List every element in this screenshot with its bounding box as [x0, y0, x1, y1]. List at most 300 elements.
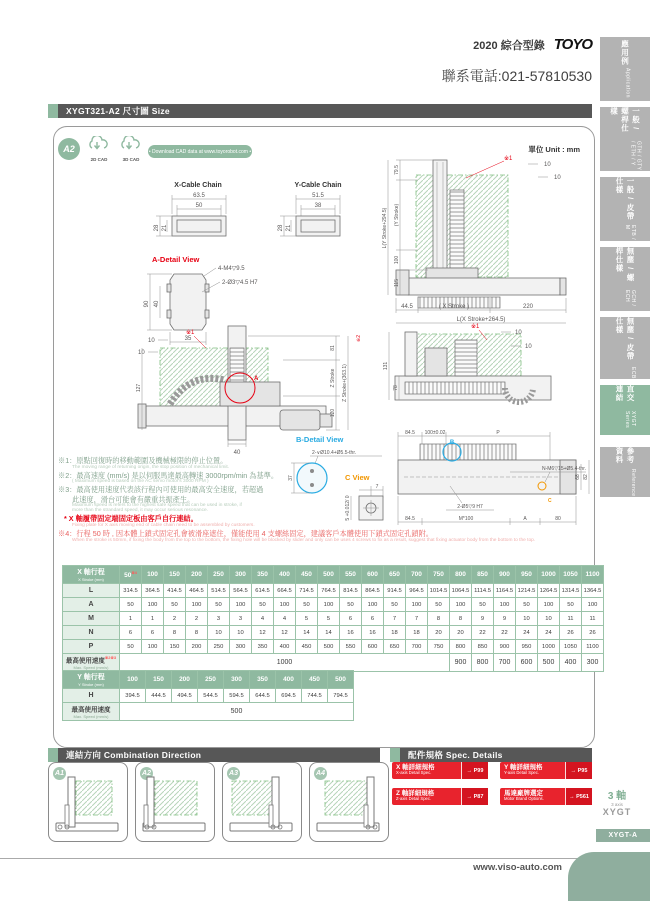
- value-cell: 24: [538, 626, 560, 640]
- spec-header-bar: [390, 748, 592, 762]
- value-cell: 9: [472, 612, 494, 626]
- value-cell: 6: [120, 626, 142, 640]
- dim-10b: 10: [138, 350, 145, 356]
- combination-schematic: [52, 771, 122, 837]
- value-cell: 10: [230, 626, 252, 640]
- stroke-col-700: 700: [406, 566, 428, 584]
- footnote-line: * X 軸履帶固定端固定板由客戶自行連結。: [64, 514, 198, 524]
- value-cell: 794.5: [328, 689, 354, 703]
- value-cell: 5: [296, 612, 318, 626]
- value-cell: 964.5: [406, 584, 428, 598]
- value-cell: 4: [252, 612, 274, 626]
- speed-merged-cell: 1000: [120, 654, 450, 672]
- stroke-col-500: 500: [318, 566, 340, 584]
- contact-phone: 聯系電話:021-57810530: [441, 68, 592, 84]
- b-detail-callout: 2-∨Ø10.4+Ø5.5-thr.: [312, 450, 357, 456]
- value-cell: 12: [252, 626, 274, 640]
- cad-3d-label: 3D CAD: [122, 157, 140, 162]
- dim-z-stroke: Z Stroke: [330, 368, 336, 388]
- download-cad-button[interactable]: • Download CAD data at www.toyorobot.com •: [148, 145, 252, 158]
- row-label-N: N: [63, 626, 120, 640]
- dim-l-y-outer: L(Y Stroke+294.5): [382, 207, 388, 249]
- series-label: XYGT: [602, 807, 632, 818]
- callout-holes: 2-Ø5▽9 H7: [457, 504, 483, 510]
- value-cell: 50: [428, 598, 450, 612]
- speed-label-en: Max. Speed (mm/s): [73, 713, 109, 719]
- dim-y-stroke: (Y Stroke): [394, 203, 400, 227]
- value-cell: 18: [406, 626, 428, 640]
- value-cell: 664.5: [274, 584, 296, 598]
- stroke-header-zh: X 軸行程: [77, 569, 105, 576]
- stroke-header-en: Y Stroke (mm): [78, 682, 104, 687]
- x-cable-title: X-Cable Chain: [174, 182, 222, 189]
- table-row-A: [63, 598, 604, 612]
- value-cell: 50: [340, 598, 362, 612]
- value-cell: 7: [384, 612, 406, 626]
- value-cell: 350: [252, 640, 274, 654]
- cloud-download-icon: [86, 136, 112, 152]
- speed-cell: 600: [516, 654, 538, 672]
- spec-link-zh: 馬達廠牌選定: [504, 790, 543, 797]
- sidebar-tab-gch-ech[interactable]: [600, 247, 650, 311]
- value-cell: 500: [318, 640, 340, 654]
- value-cell: 464.5: [186, 584, 208, 598]
- row-label-max-speed: [63, 654, 120, 672]
- dim-21: 21: [286, 224, 292, 232]
- value-cell: 1100: [582, 640, 604, 654]
- value-cell: 16: [362, 626, 384, 640]
- stroke-col-950: 950: [516, 566, 538, 584]
- spec-link-page: → P99: [461, 762, 488, 779]
- note-ref-1: ※1: [471, 324, 480, 330]
- side-view-2: [383, 318, 568, 420]
- stroke-col-900: 900: [494, 566, 516, 584]
- footnote-line: 此速度，滑台可能會有嚴重共振產生。: [72, 494, 195, 504]
- spec-link-z-axis-detail-spec-[interactable]: [392, 788, 488, 805]
- spec-link-en: Motor Brand Options.: [504, 796, 544, 802]
- dim-m100: M*100: [458, 516, 474, 522]
- value-cell: 100: [406, 598, 428, 612]
- dim-z-outer: Z Stroke+(363.1): [342, 364, 348, 402]
- value-cell: 564.5: [230, 584, 252, 598]
- dim-38: 38: [314, 203, 322, 209]
- stroke-col-400: 400: [276, 671, 302, 689]
- footnote-line: ※3：最高使用速度代表該行程內可使用的最高安全速度，若超過: [58, 485, 264, 495]
- value-cell: 444.5: [146, 689, 172, 703]
- stroke-col-350: 350: [252, 566, 274, 584]
- value-cell: 26: [582, 626, 604, 640]
- value-cell: 8: [186, 626, 208, 640]
- note-ref-1: ※1: [504, 156, 513, 162]
- value-cell: 14: [318, 626, 340, 640]
- value-cell: 100: [494, 598, 516, 612]
- dim-115: 115: [394, 279, 400, 287]
- stroke-col-300: 300: [224, 671, 250, 689]
- spec-link-y-axis-detail-spec-[interactable]: [500, 762, 592, 779]
- y-stroke-table: [62, 670, 354, 721]
- dim-131: 131: [383, 361, 389, 371]
- spec-link-page: → P87: [461, 788, 488, 805]
- value-cell: 364.5: [142, 584, 164, 598]
- value-cell: 6: [362, 612, 384, 626]
- stroke-col-1000: 1000: [538, 566, 560, 584]
- axis-count-zh: 3 軸: [607, 791, 627, 802]
- stroke-col-200: 200: [172, 671, 198, 689]
- value-cell: 950: [516, 640, 538, 654]
- value-cell: 16: [340, 626, 362, 640]
- combination-badge: A2: [140, 767, 153, 780]
- value-cell: 900: [494, 640, 516, 654]
- value-cell: 9: [494, 612, 516, 626]
- y-cable-title: Y-Cable Chain: [294, 182, 342, 189]
- toyo-logo: TOYO: [553, 36, 592, 53]
- dim-35: 35: [184, 336, 192, 342]
- row-label-P: P: [63, 640, 120, 654]
- value-cell: 5: [318, 612, 340, 626]
- value-cell: 3: [230, 612, 252, 626]
- value-cell: 50: [120, 598, 142, 612]
- value-cell: 744.5: [302, 689, 328, 703]
- value-cell: 6: [142, 626, 164, 640]
- dim-10b: 10: [525, 344, 532, 350]
- footnote-line: ※1：原點回復時的移動範圍及機械極限的停止位置。: [58, 456, 228, 465]
- tab-label-zh: 無塵 / 螺桿仕樣: [615, 247, 635, 282]
- value-cell: 1114.5: [472, 584, 494, 598]
- top-view: [390, 424, 592, 532]
- note-ref-1: ※1: [186, 330, 195, 336]
- value-cell: 100: [582, 598, 604, 612]
- value-cell: 594.5: [224, 689, 250, 703]
- callout-n-m6: N-M6▽15+Ø5.4-thr.: [541, 466, 586, 472]
- value-cell: 414.5: [164, 584, 186, 598]
- value-cell: 694.5: [276, 689, 302, 703]
- table-row-M: [63, 612, 604, 626]
- value-cell: 800: [450, 640, 472, 654]
- spec-header: 配件規格 Spec. Details: [400, 748, 592, 762]
- page-title-bar: [48, 104, 592, 118]
- value-cell: 814.5: [340, 584, 362, 598]
- stroke-col-550: 550: [340, 566, 362, 584]
- value-cell: 50: [516, 598, 538, 612]
- stroke-col-150: 150: [164, 566, 186, 584]
- table-row-P: [63, 640, 604, 654]
- dim-120: 120: [330, 408, 336, 418]
- value-cell: 494.5: [172, 689, 198, 703]
- footnote-line: When the stroke is 50mm, if fixing the body from the top to the bottom, the fixing hole will be blocked by slider and only can be uses 4 screws to fix as a result, suggest that fixing actuator body from the bottom to the top.: [72, 537, 536, 543]
- value-cell: 8: [428, 612, 450, 626]
- callout-o3: 2-Ø3▽4.5 H7: [222, 280, 258, 286]
- c-view-title: C View: [345, 473, 370, 482]
- dim-10a: 10: [148, 338, 155, 344]
- value-cell: 10: [516, 612, 538, 626]
- value-cell: 1164.5: [494, 584, 516, 598]
- value-cell: 714.5: [296, 584, 318, 598]
- stroke-col-1100: 1100: [582, 566, 604, 584]
- callout-m4: 4-M4▽9.5: [218, 266, 245, 272]
- section-accent-square: [48, 748, 58, 762]
- stroke-col-750: 750: [428, 566, 450, 584]
- stroke-col-250: 250: [198, 671, 224, 689]
- stroke-col-450: 450: [302, 671, 328, 689]
- sidebar-tab-gth-gty-eth-y[interactable]: [600, 107, 650, 171]
- spec-link-page: → P561: [565, 788, 592, 805]
- tab-label-zh: 一般 / 皮帶仕樣: [615, 177, 635, 221]
- value-cell: 544.5: [198, 689, 224, 703]
- stroke-col-150: 150: [146, 671, 172, 689]
- dim-82: 82: [583, 474, 589, 480]
- value-cell: 8: [450, 612, 472, 626]
- stroke-header-zh: Y 軸行程: [77, 674, 105, 681]
- value-cell: 394.5: [120, 689, 146, 703]
- stroke-col-250: 250: [208, 566, 230, 584]
- dim-40: 40: [233, 450, 241, 456]
- value-cell: 864.5: [362, 584, 384, 598]
- dim-220: 220: [522, 304, 534, 310]
- section-accent-square: [390, 748, 400, 762]
- footnote-line: more than the strandard speed, it may occur serious resonance.: [72, 508, 208, 514]
- value-cell: 1: [120, 612, 142, 626]
- dim-l-x-outer: L(X Stroke+264.5): [456, 317, 506, 323]
- value-cell: 10: [208, 626, 230, 640]
- spec-link-en: X-axis Detail Spec.: [396, 770, 432, 776]
- stroke-col-850: 850: [472, 566, 494, 584]
- dim-127: 127: [136, 383, 142, 393]
- a-detail-title: A-Detail View: [152, 255, 200, 264]
- value-cell: 850: [472, 640, 494, 654]
- value-cell: 11: [582, 612, 604, 626]
- stroke-col-50: 50$^{※4}$: [120, 566, 142, 584]
- value-cell: 50: [164, 598, 186, 612]
- spec-link-en: Y-axis Detail Spec.: [504, 770, 539, 776]
- tab-label-zh: 無塵 / 皮帶仕樣: [615, 317, 635, 361]
- value-cell: 2: [164, 612, 186, 626]
- value-cell: 100: [538, 598, 560, 612]
- sidebar-tab-xygt-series[interactable]: [600, 385, 650, 435]
- footnote-line: ※4：行程 50 時 , 因本體上鎖式固定孔會被滑座遮住，僅能使用 4 支螺絲固定，建議客戶本體使用下鎖式固定孔鎖附。: [58, 528, 433, 538]
- combination-badge: A4: [314, 767, 327, 780]
- stroke-col-300: 300: [230, 566, 252, 584]
- value-cell: 750: [428, 640, 450, 654]
- tab-label-en: ECB: [630, 367, 636, 379]
- value-cell: 50: [296, 598, 318, 612]
- value-cell: 24: [516, 626, 538, 640]
- dim-51-5: 51.5: [312, 193, 324, 199]
- stroke-col-500: 500: [328, 671, 354, 689]
- spec-link-motor-brand-options-[interactable]: [500, 788, 592, 805]
- dim-68: 68: [575, 474, 581, 480]
- value-cell: 1050: [560, 640, 582, 654]
- value-cell: 1014.5: [428, 584, 450, 598]
- speed-merged-cell: 500: [120, 703, 354, 721]
- combination-header-bar: [48, 748, 380, 762]
- unit-label: 單位 Unit : mm: [528, 145, 580, 154]
- tab-label-en: Reference: [630, 469, 636, 497]
- speed-cell: 900: [450, 654, 472, 672]
- value-cell: 650: [384, 640, 406, 654]
- row-label-max-speed: [63, 703, 120, 721]
- combination-schematic: [139, 771, 209, 837]
- value-cell: 22: [472, 626, 494, 640]
- dim-63-5: 63.5: [193, 193, 205, 199]
- dim-10a: 10: [544, 162, 551, 168]
- catalog-title: [473, 36, 592, 53]
- dim-90: 90: [144, 300, 150, 308]
- dim-40: 40: [154, 300, 160, 308]
- stroke-col-650: 650: [384, 566, 406, 584]
- value-cell: 50: [384, 598, 406, 612]
- tab-label-en: GCH / ECH: [624, 290, 636, 307]
- dim-a: A: [523, 516, 527, 522]
- combination-option-a2[interactable]: [135, 762, 215, 842]
- website-url: www.viso-auto.com: [473, 862, 562, 873]
- value-cell: 50: [472, 598, 494, 612]
- value-cell: 600: [362, 640, 384, 654]
- value-cell: 6: [340, 612, 362, 626]
- value-cell: 100: [142, 640, 164, 654]
- value-cell: 1364.5: [582, 584, 604, 598]
- value-cell: 50: [120, 640, 142, 654]
- dim-5-tol: 5 +0.012/ 0: [345, 495, 351, 521]
- sidebar-tab-application[interactable]: [600, 37, 650, 101]
- stroke-col-400: 400: [274, 566, 296, 584]
- value-cell: 11: [560, 612, 582, 626]
- note-ref-2: ※2: [356, 335, 362, 342]
- col-note-ref: ※4: [131, 569, 137, 575]
- value-cell: 644.5: [250, 689, 276, 703]
- stroke-col-600: 600: [362, 566, 384, 584]
- dim-28: 28: [154, 224, 160, 232]
- value-cell: 100: [274, 598, 296, 612]
- value-cell: 914.5: [384, 584, 406, 598]
- tab-label-en: Application: [624, 67, 631, 98]
- value-cell: 100: [230, 598, 252, 612]
- speed-cell: 800: [472, 654, 494, 672]
- dim-44-5: 44.5: [401, 304, 413, 310]
- speed-label-zh: 最高使用速度: [71, 706, 111, 714]
- combination-option-a4[interactable]: [309, 762, 389, 842]
- value-cell: 20: [428, 626, 450, 640]
- table-row-max-speed: [63, 654, 604, 672]
- combination-schematic: [226, 771, 296, 837]
- footnote-line: The moving range of returning origin, the stop position of mechanical limit.: [72, 464, 230, 470]
- combination-header: 連結方向 Combination Direction: [58, 748, 380, 762]
- value-cell: 250: [208, 640, 230, 654]
- speed-cell: 400: [560, 654, 582, 672]
- series-badge: XYGT-A: [596, 829, 650, 842]
- row-label-H: H: [63, 689, 120, 703]
- value-cell: 764.5: [318, 584, 340, 598]
- dim-84-5-bottom: 84.5: [405, 516, 415, 522]
- value-cell: 3: [208, 612, 230, 626]
- cad-2d-button[interactable]: [84, 136, 114, 162]
- value-cell: 300: [230, 640, 252, 654]
- sidebar-tab-etb-m[interactable]: [600, 177, 650, 241]
- sidebar-tab-reference[interactable]: [600, 447, 650, 497]
- marker-c: C: [548, 498, 552, 504]
- value-cell: 1314.5: [560, 584, 582, 598]
- stroke-col-350: 350: [250, 671, 276, 689]
- value-cell: 1: [142, 612, 164, 626]
- value-cell: 1000: [538, 640, 560, 654]
- spec-link-zh: Z 軸詳細規格: [396, 790, 435, 797]
- table-row-L: [63, 584, 604, 598]
- dim-p: P: [496, 430, 500, 436]
- stroke-col-100: 100: [142, 566, 164, 584]
- page-title: XYGT321-A2 尺寸圖 Size: [58, 104, 592, 118]
- dim-84-5-top: 84.5: [405, 430, 415, 436]
- stroke-header-en: X Stroke (mm): [78, 577, 104, 582]
- speed-cell: 500: [538, 654, 560, 672]
- dim-100-tol: 100±0.02: [424, 430, 446, 436]
- speed-cell: 300: [582, 654, 604, 672]
- spec-link-x-axis-detail-spec-[interactable]: [392, 762, 488, 779]
- combination-schematic: [313, 771, 383, 837]
- cad-3d-button[interactable]: [116, 136, 146, 162]
- stroke-col-100: 100: [120, 671, 146, 689]
- dim-78: 78: [393, 385, 399, 391]
- value-cell: 100: [186, 598, 208, 612]
- model-badge: A2: [58, 138, 80, 160]
- axis-count-en: 3 axis: [611, 802, 623, 807]
- value-cell: 50: [252, 598, 274, 612]
- spec-link-en: Z-axis Detail Spec.: [396, 796, 432, 802]
- speed-cell: 700: [494, 654, 516, 672]
- axis-count-block: [592, 792, 642, 818]
- value-cell: 1214.5: [516, 584, 538, 598]
- table-row-max-speed: [63, 703, 354, 721]
- value-cell: 12: [274, 626, 296, 640]
- catalog-year-label: 2020 綜合型錄: [473, 40, 545, 52]
- tab-label-zh: 應用例: [620, 40, 630, 66]
- marker-a: A: [254, 376, 259, 382]
- value-cell: 20: [450, 626, 472, 640]
- dim-7: 7: [375, 484, 379, 490]
- combination-badge: A1: [53, 767, 66, 780]
- tab-label-zh: 參考資料: [615, 447, 635, 464]
- value-cell: 18: [384, 626, 406, 640]
- footnote-line: Maximum speed is refers to the highest safe speed that can be used in stroke, if: [72, 503, 242, 509]
- table-row-H: [63, 689, 354, 703]
- value-cell: 8: [164, 626, 186, 640]
- value-cell: 26: [560, 626, 582, 640]
- dim-81: 81: [330, 345, 336, 351]
- speed-label-zh: 最高使用速度: [65, 657, 105, 665]
- y-cable-chain-drawing: [268, 178, 368, 244]
- row-label-A: A: [63, 598, 120, 612]
- value-cell: 4: [274, 612, 296, 626]
- value-cell: 614.5: [252, 584, 274, 598]
- footnote-line: ※2：最高速度 (mm/s) 是以伺服馬達最高轉速 3000rpm/min 為基準。: [58, 470, 279, 480]
- footnote-line: ( Maximum speed is based on the AC servo motor's 3000 RPM ): [72, 479, 209, 485]
- sidebar-tab-ecb[interactable]: [600, 317, 650, 379]
- value-cell: 150: [164, 640, 186, 654]
- value-cell: 1264.5: [538, 584, 560, 598]
- tab-label-zh: 一般 / 螺桿仕樣: [609, 107, 641, 133]
- combination-option-a3[interactable]: [222, 762, 302, 842]
- value-cell: 1064.5: [450, 584, 472, 598]
- table-row-N: [63, 626, 604, 640]
- value-cell: 50: [560, 598, 582, 612]
- row-label-M: M: [63, 612, 120, 626]
- marker-b: B: [449, 440, 455, 446]
- combination-option-a1[interactable]: [48, 762, 128, 842]
- spec-link-zh: Y 軸詳細規格: [504, 764, 543, 771]
- tab-label-en: GTH / GTY / ETH / Y: [629, 141, 642, 171]
- dim-37: 37: [288, 475, 294, 481]
- table-corner-header: [63, 671, 120, 689]
- dim-80: 80: [555, 516, 561, 522]
- stroke-col-1050: 1050: [560, 566, 582, 584]
